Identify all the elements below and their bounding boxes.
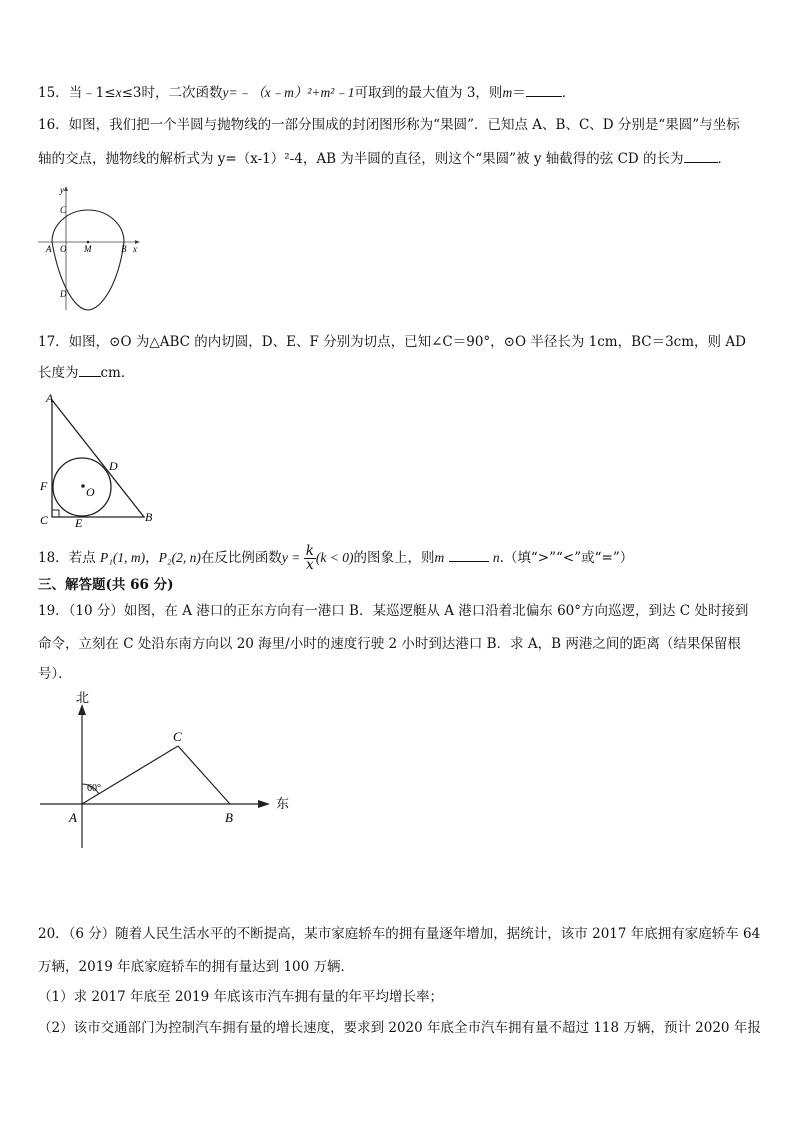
- q19-navigation-figure: [36, 690, 306, 855]
- q19-path-cb: [178, 746, 230, 804]
- q18-fraction-x: x: [306, 557, 314, 573]
- q17-right-angle-mark: [52, 510, 59, 517]
- q17-line-1: 17．如图，⊙O 为△ABC 的内切圆，D、E、F 分别为切点，已知∠C＝90°，⊙O 半径长为 1cm，BC＝3cm，则 AD: [38, 334, 746, 350]
- q16-line-2-text: 轴的交点，抛物线的解析式为 y=（x-1）²-4，AB 为半圆的直径，则这个“果圆”被 y 轴截得的弦 CD 的长为: [38, 151, 684, 167]
- q18-sep: ，: [145, 550, 159, 566]
- q17-label-a: A: [46, 391, 54, 405]
- q18-text-d: .（填“>”“<”或“=”）: [499, 550, 634, 566]
- q20-line-1: 20．（6 分）随着人民生活水平的不断提高，某市家庭轿车的拥有量逐年增加，据统计，该市 2017 年底拥有家庭轿车 64: [38, 926, 761, 942]
- q16-line-1: 16．如图，我们把一个半圆与抛物线的一部分围成的封闭图形称为“果圆”．已知点 A、B、C、D 分别是“果圆”与坐标: [38, 117, 740, 133]
- q15-number: 15．: [38, 85, 69, 101]
- q17-line-2-b: cm．: [100, 365, 135, 381]
- q17-line-2: [38, 364, 134, 382]
- q15-var-m: m: [502, 85, 513, 100]
- q15-var-x: x: [115, 85, 122, 100]
- q15-line: [38, 84, 575, 102]
- q18-var-n: n: [492, 550, 500, 565]
- q18-fraction-k: k: [305, 543, 314, 559]
- q17-line-2-a: 长度为: [38, 365, 79, 381]
- q17-label-e: E: [75, 516, 83, 530]
- q17-triangle: [52, 400, 144, 517]
- q19-path-ac: [82, 746, 178, 804]
- q16-label-y: y: [60, 185, 64, 195]
- q20-sub-2: （2）该市交通部门为控制汽车拥有量的增长速度，要求到 2020 年底全市汽车拥有量不超过 118 万辆，预计 2020 年报: [38, 1020, 761, 1036]
- q18-fraction: [304, 545, 316, 572]
- q19-label-east: 东: [276, 796, 290, 811]
- q16-label-m: M: [84, 244, 92, 254]
- q15-formula: y=﹣（x﹣m）²+m²﹣1: [222, 85, 355, 100]
- q19-label-north: 北: [76, 690, 90, 705]
- q16-label-d: D: [60, 289, 67, 299]
- q16-line-2-end: ．: [717, 151, 732, 167]
- q16-label-o: O: [60, 244, 67, 254]
- q16-answer-blank: [684, 150, 718, 163]
- q18-point-p2: P₂(2, n): [158, 550, 201, 565]
- q15-text-c: 可取到的最大值为 3，则: [354, 85, 503, 101]
- q15-text-d: ＝: [512, 85, 526, 101]
- q16-line-2: [38, 150, 731, 168]
- q18-point-p1: P₁(1, m): [99, 550, 146, 565]
- q16-y-arrow: [64, 186, 68, 191]
- q19-line-1: 19．（10 分）如图，在 A 港口的正东方向有一港口 B．某巡逻艇从 A 港口沿着北偏东 60°方向巡逻，到达 C 处时接到: [38, 603, 749, 619]
- q17-answer-blank: [79, 364, 101, 377]
- q16-fruit-circle-figure: [36, 182, 146, 312]
- q17-center-o: [81, 484, 85, 488]
- q17-label-f: F: [40, 479, 48, 493]
- q16-label-a: A: [46, 244, 52, 254]
- q18-y-equals: y =: [281, 550, 304, 565]
- q17-label-b: B: [145, 510, 153, 524]
- q17-label-o: O: [86, 485, 95, 499]
- q18-line: [38, 543, 633, 573]
- q19-label-b: B: [225, 810, 233, 825]
- q16-label-c: C: [60, 205, 67, 215]
- q17-label-d: D: [109, 459, 118, 473]
- q16-point-m: [87, 241, 90, 244]
- q16-label-x: x: [133, 244, 137, 254]
- q18-var-m: m: [434, 550, 445, 565]
- q20-line-2: 万辆，2019 年底家庭轿车的拥有量达到 100 万辆．: [38, 959, 354, 975]
- q19-east-arrow: [258, 800, 270, 808]
- q19-line-3: 号）．: [38, 666, 72, 682]
- q19-label-c: C: [173, 729, 182, 744]
- q15-text-a: 当﹣1≤: [68, 85, 116, 101]
- q20-sub-1: （1）求 2017 年底至 2019 年底该市汽车拥有量的年平均增长率；: [38, 989, 443, 1005]
- q19-north-arrow: [78, 704, 86, 715]
- q18-text-c: 的图象上，则: [353, 550, 435, 566]
- q15-answer-blank: [526, 84, 562, 97]
- q16-label-b: B: [121, 244, 127, 254]
- q18-answer-blank: [449, 549, 489, 562]
- q18-text-a: 18．若点: [38, 550, 100, 566]
- q19-label-a: A: [69, 810, 77, 825]
- q18-condition: (k < 0): [315, 550, 354, 565]
- q17-incircle-figure: [36, 390, 166, 530]
- q18-text-b: 在反比例函数: [200, 550, 282, 566]
- section-heading: 三、解答题(共 66 分): [38, 577, 174, 593]
- q15-text-e: ．: [561, 85, 576, 101]
- q19-label-angle: 60°: [87, 783, 101, 794]
- q15-text-b: ≤3时，二次函数: [121, 85, 223, 101]
- q19-line-2: 命令，立刻在 C 处沿东南方向以 20 海里/小时的速度行驶 2 小时到达港口 B．求 A，B 两港之间的距离（结果保留根: [38, 636, 741, 652]
- q17-label-c: C: [40, 513, 49, 527]
